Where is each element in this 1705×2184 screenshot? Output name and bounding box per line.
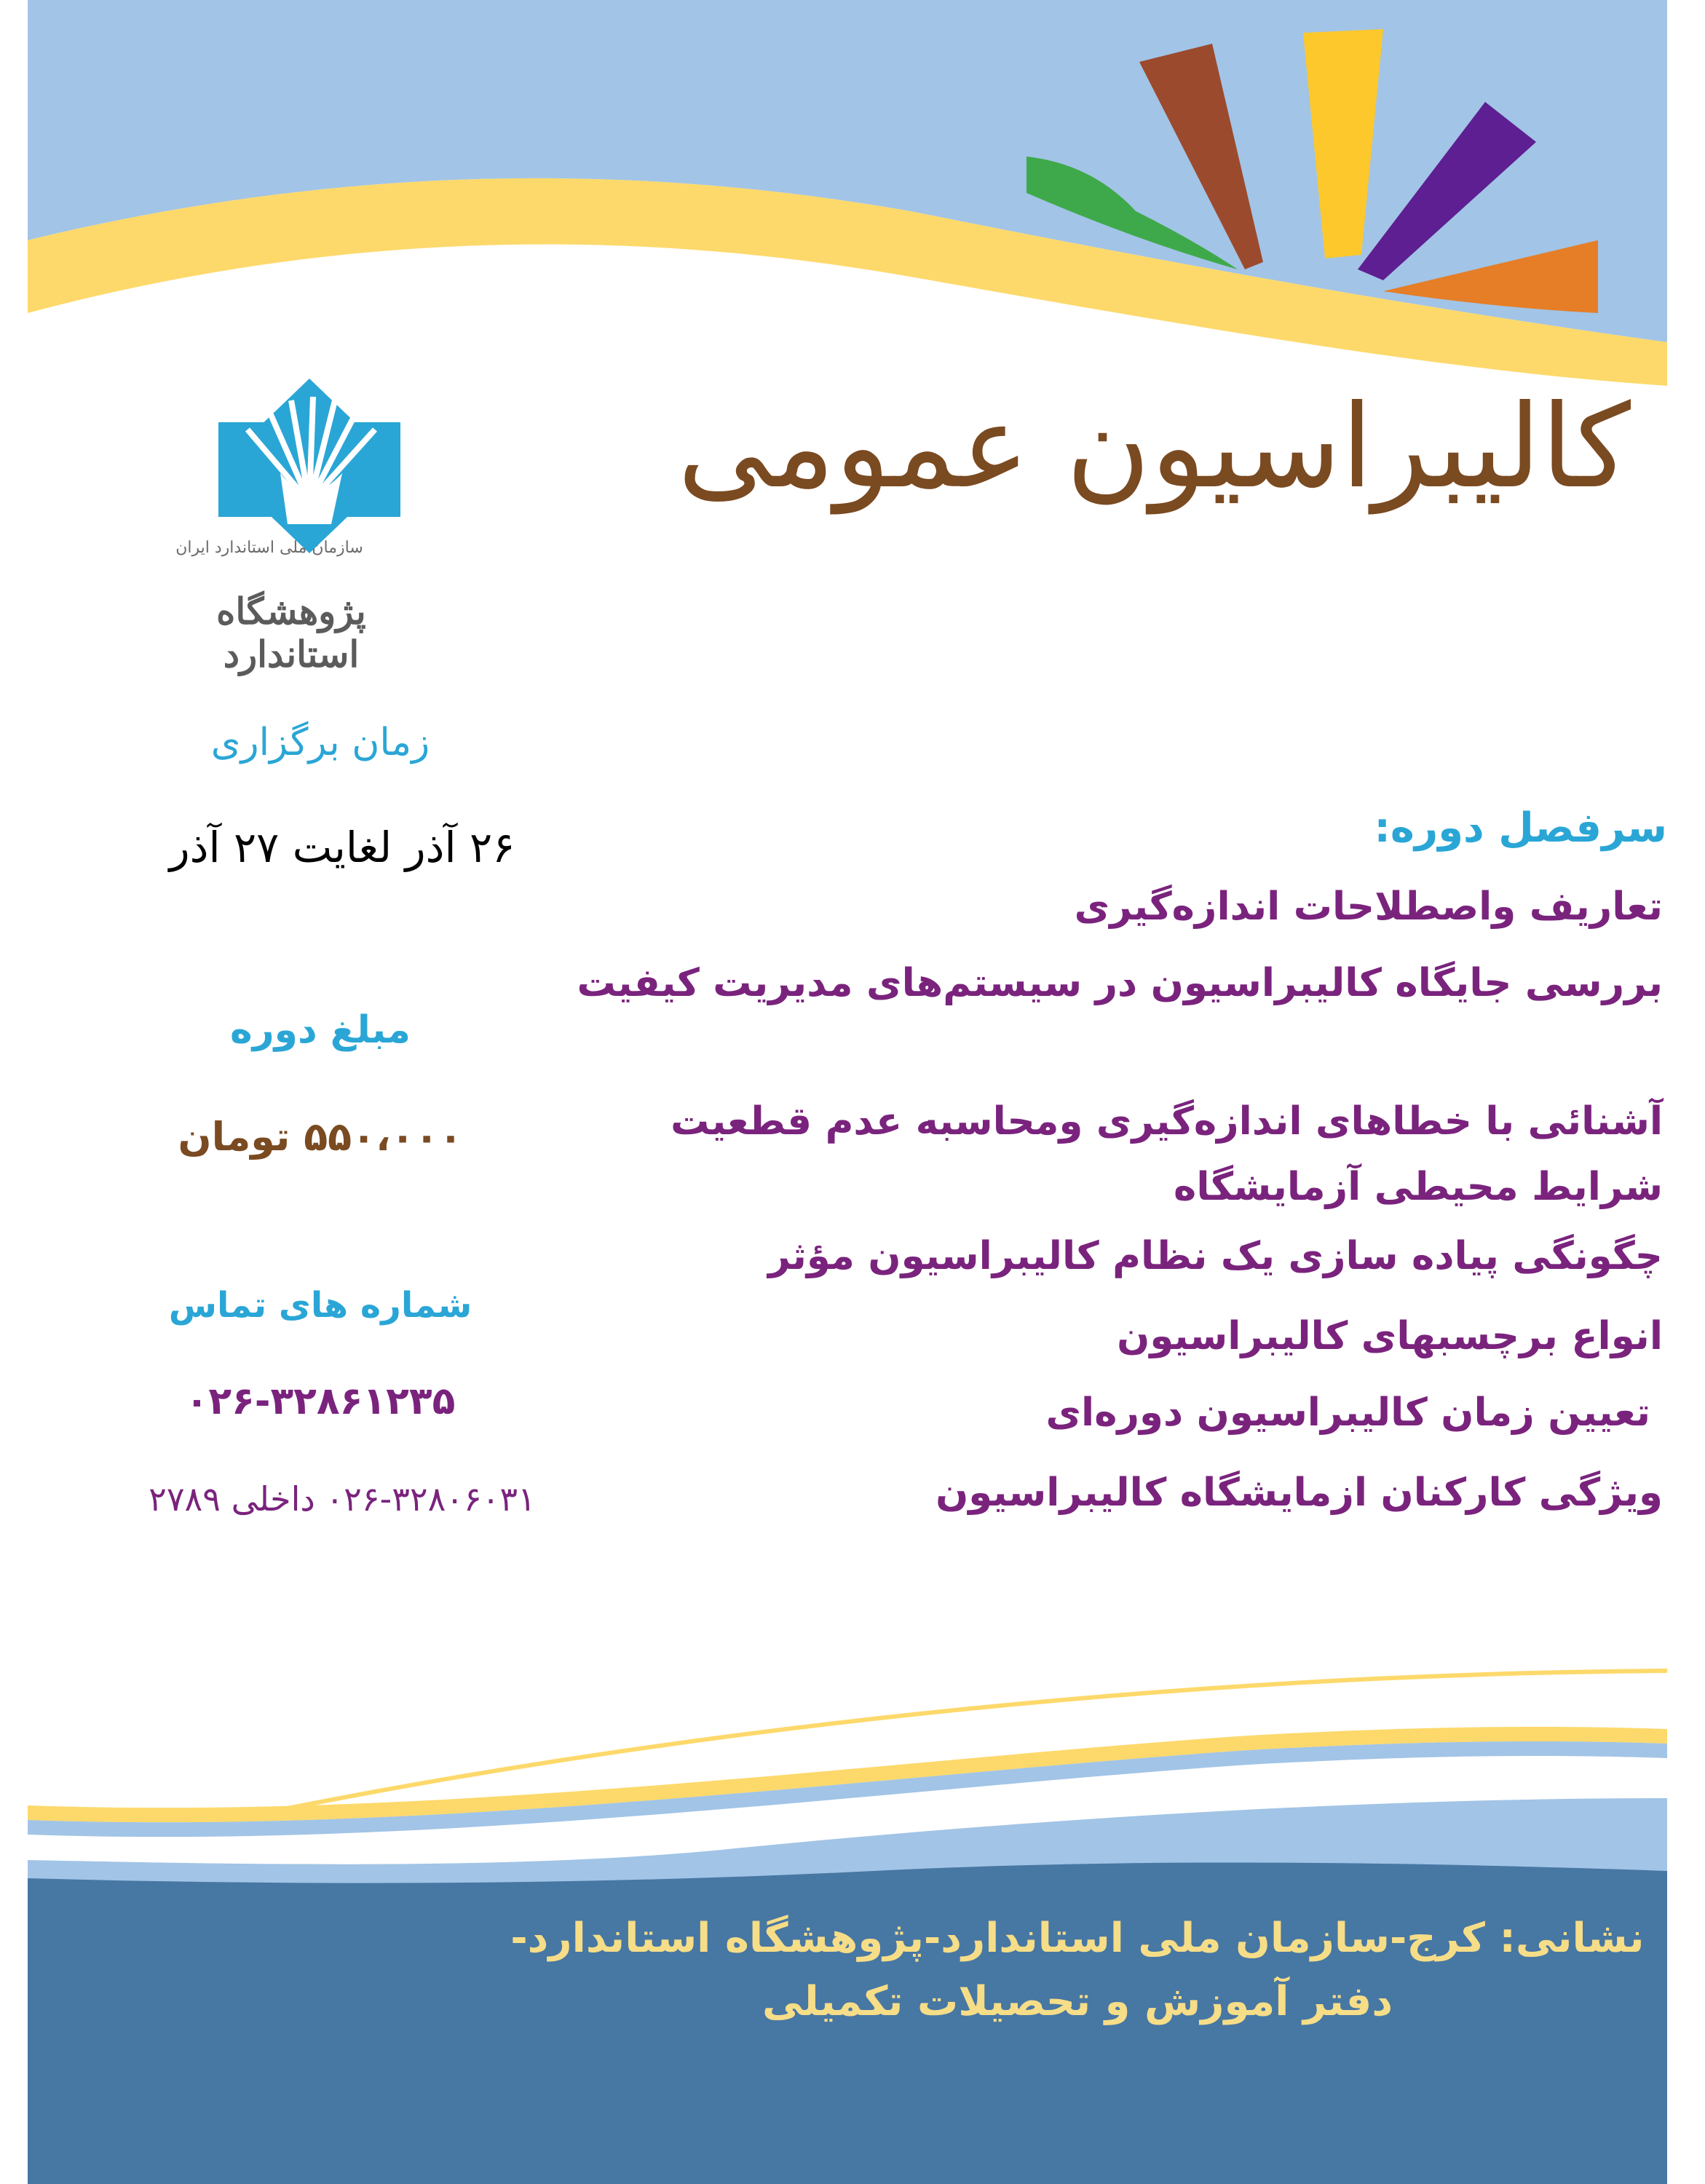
syllabus-item: انواع برچسبهای کالیبراسیون: [1117, 1314, 1663, 1358]
syllabus-item: تعیین زمان کالیبراسیون دوره‌ای: [1045, 1390, 1650, 1435]
standard-organization-logo-icon: [218, 379, 400, 553]
syllabus-item: شرایط محیطی آزمایشگاه: [1174, 1165, 1663, 1209]
price-value: ۵۵۰،۰۰۰ تومان: [178, 1114, 463, 1160]
syllabus-item: ویژگی کارکنان ازمایشگاه کالیبراسیون: [935, 1471, 1663, 1515]
page-title: کالیبراسیون عمومی: [677, 380, 1631, 514]
phone-primary: ۰۲۶-۳۲۸۶۱۲۳۵: [185, 1380, 456, 1423]
syllabus-item: چگونگی پیاده سازی یک نظام کالیبراسیون مؤثر: [768, 1234, 1663, 1278]
syllabus-title: سرفصل دوره:: [1374, 804, 1667, 852]
address-line-1: نشانی: کرج-سازمان ملی استاندارد-پژوهشگاه استاندارد-: [510, 1915, 1645, 1962]
syllabus-item: تعاریف واصطلاحات اندازه‌گیری: [1074, 885, 1663, 929]
logo-caption-small: سازمان ملی استاندارد ایران: [175, 539, 363, 557]
logo-caption-big: پژوهشگاه استاندارد: [216, 590, 366, 676]
contact-label: شماره های تماس: [168, 1285, 472, 1326]
syllabus-item: بررسی جایگاه کالیبراسیون در سیستم‌های مدیریت کیفیت: [577, 961, 1663, 1005]
syllabus-item: آشنائی با خطاهای اندازه‌گیری ومحاسبه عدم قطعیت: [670, 1099, 1663, 1144]
time-label: زمان برگزاری: [210, 721, 430, 764]
footer-address: [510, 1907, 1645, 2034]
phone-secondary: ۰۲۶-۳۲۸۰۶۰۳۱ داخلی ۲۷۸۹: [149, 1479, 536, 1519]
address-line-2: دفتر آموزش و تحصیلات تکمیلی: [761, 1977, 1393, 2025]
time-value: ۲۶ آذر لغایت ۲۷ آذر: [169, 823, 515, 872]
price-label: مبلغ دوره: [230, 1008, 411, 1052]
